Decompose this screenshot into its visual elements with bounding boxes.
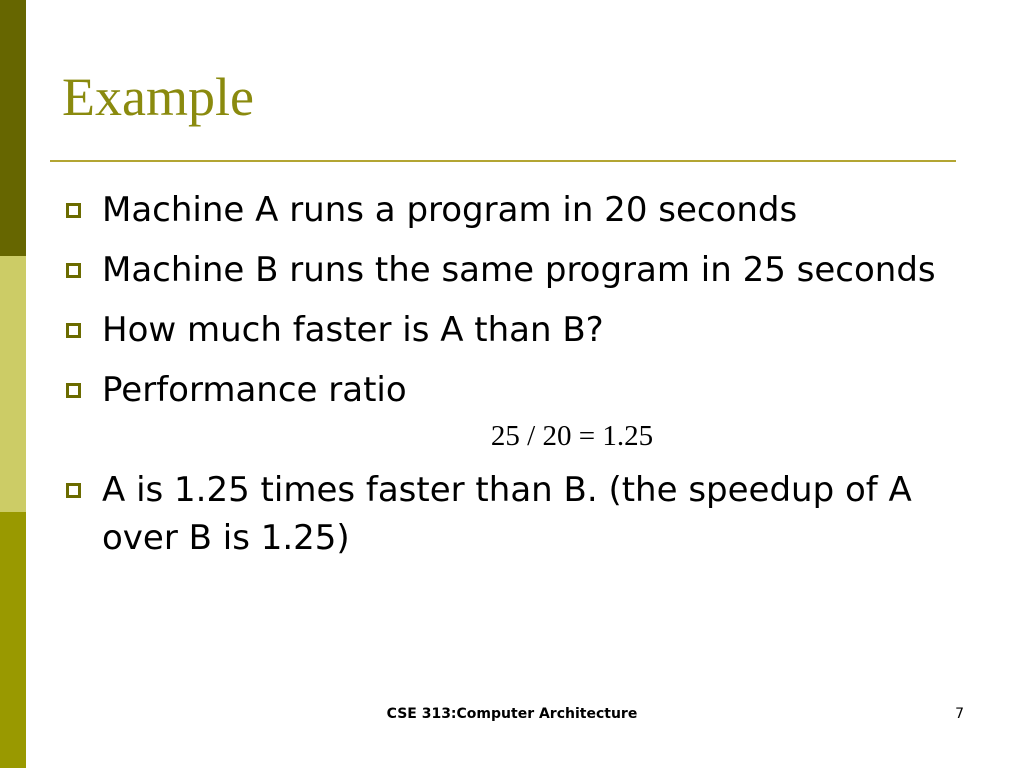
bullet-text: Machine A runs a program in 20 seconds: [102, 190, 798, 230]
bullet-text: How much faster is A than B?: [102, 310, 604, 350]
hollow-square-icon: [66, 323, 81, 338]
bullet-item: [62, 186, 962, 234]
bullet-item: [62, 466, 962, 562]
bullet-text: A is 1.25 times faster than B. (the speedup of A over B is 1.25): [102, 470, 912, 558]
footer-course-title: CSE 313:Computer Architecture: [386, 706, 638, 722]
bullet-item: [62, 366, 962, 414]
hollow-square-icon: [66, 203, 81, 218]
bullet-list: [62, 186, 962, 574]
formula: 25 / 20 = 1.25: [490, 420, 654, 452]
page-number: 7: [955, 706, 964, 722]
side-stripe-top: [0, 0, 26, 256]
title-underline: [50, 160, 956, 162]
bullet-item: [62, 306, 962, 354]
bullet-text: Machine B runs the same program in 25 seconds: [102, 250, 936, 290]
hollow-square-icon: [66, 383, 81, 398]
side-stripe-bottom: [0, 512, 26, 768]
bullet-text: Performance ratio: [102, 370, 407, 410]
slide-title: Example: [62, 67, 254, 127]
bullet-item: [62, 246, 962, 294]
side-stripe-middle: [0, 256, 26, 512]
hollow-square-icon: [66, 483, 81, 498]
hollow-square-icon: [66, 263, 81, 278]
